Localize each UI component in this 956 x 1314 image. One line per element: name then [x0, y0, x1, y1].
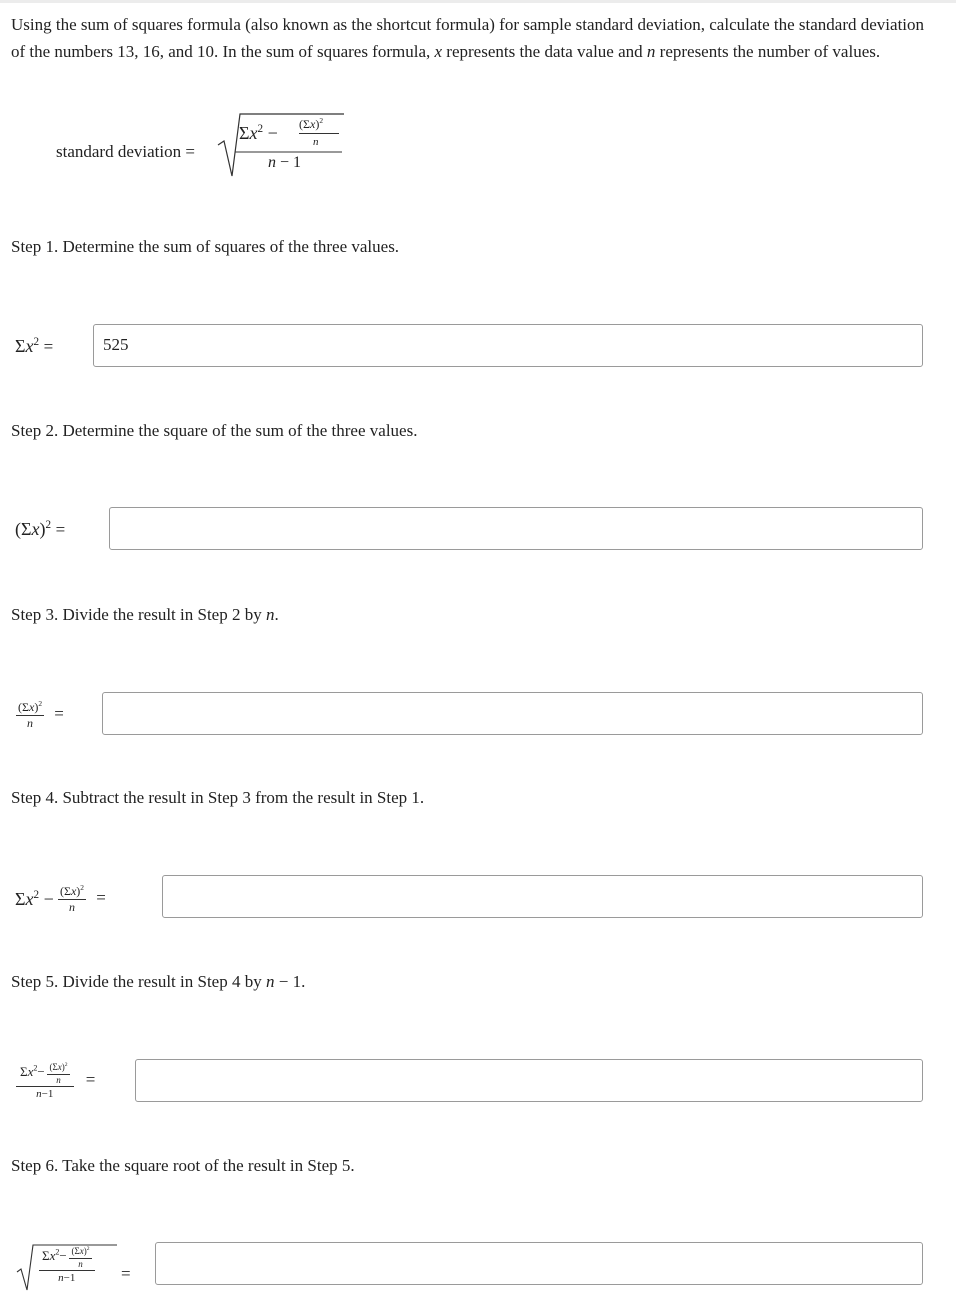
equals-sign: = — [55, 520, 66, 539]
var-n: n — [68, 900, 75, 915]
var-n: n — [78, 1258, 83, 1269]
rparen: ) — [39, 519, 46, 539]
step-2-lhs — [15, 519, 65, 540]
var-n: n — [268, 154, 276, 171]
lparen-sigma: (Σ — [18, 700, 29, 714]
equals-sign: = — [85, 1069, 96, 1089]
step-4-text: Step 4. Subtract the result in Step 3 from the result in Step 1. — [11, 788, 425, 807]
question-text — [11, 12, 936, 65]
step-3-var-n: n — [265, 605, 275, 624]
formula-label: standard deviation = — [56, 142, 195, 161]
formula-denominator — [268, 154, 301, 172]
rparen: ) — [61, 1062, 65, 1072]
inner-fraction-bar — [299, 133, 339, 134]
sum-of-squares-input[interactable]: 525 — [93, 324, 923, 367]
var-x: x — [249, 123, 258, 143]
lparen-sigma: (Σ — [15, 519, 32, 539]
exp-2: 2 — [33, 888, 40, 901]
divide-by-n-minus-1-input[interactable] — [135, 1059, 923, 1102]
minus-sign: − — [43, 888, 54, 909]
exp-2: 2 — [45, 519, 52, 531]
step-5-lhs — [16, 1062, 95, 1100]
equals-sign: = — [43, 337, 54, 356]
one: 1 — [293, 154, 302, 171]
fraction-over-n-minus-1 — [39, 1246, 95, 1284]
step-5-var-n: n — [265, 972, 275, 991]
formula-numerator — [239, 123, 278, 144]
intro-var-n: n — [646, 41, 656, 61]
var-x: x — [25, 888, 34, 909]
one: 1 — [47, 1087, 54, 1100]
sigma-symbol: Σ — [20, 1064, 28, 1080]
intro-var-x: x — [434, 41, 443, 61]
minus-sign: − — [267, 123, 278, 143]
intro-part2: represents the data value and — [446, 41, 643, 61]
lparen-sigma: (Σ — [59, 884, 71, 898]
top-divider — [0, 0, 956, 3]
rparen: ) — [315, 117, 320, 131]
minus-sign: − — [41, 1087, 48, 1100]
intro-part3: represents the number of values. — [659, 41, 881, 61]
step-3-text — [11, 605, 279, 625]
var-n: n — [56, 1074, 61, 1085]
step-4-lhs — [15, 884, 106, 914]
lparen-sigma: (Σ — [299, 117, 310, 131]
exp-2: 2 — [33, 1064, 38, 1074]
minus-sign: − — [280, 154, 290, 171]
sigma-symbol: Σ — [42, 1248, 50, 1264]
var-x: x — [70, 884, 77, 898]
rparen: ) — [83, 1246, 87, 1256]
equals-sign: = — [54, 704, 64, 724]
exp-2: 2 — [55, 1248, 60, 1258]
step-2-text: Step 2. Determine the square of the sum of the three values. — [11, 421, 418, 440]
var-x: x — [309, 117, 316, 131]
var-x: x — [25, 336, 34, 356]
fraction-sum-sq-over-n — [16, 700, 44, 730]
fraction-sum-sq-over-n — [58, 884, 86, 914]
equals-sign: = — [96, 888, 106, 908]
exp-2: 2 — [64, 1062, 68, 1068]
sigma-symbol: Σ — [15, 888, 26, 909]
fraction-over-n-minus-1 — [16, 1062, 74, 1100]
square-root-input[interactable] — [155, 1242, 923, 1285]
step-1-text: Step 1. Determine the sum of squares of the three values. — [11, 237, 400, 256]
minus-sign: − — [37, 1064, 45, 1080]
exp-2: 2 — [319, 116, 324, 125]
exp-2: 2 — [38, 699, 43, 708]
step-3-text-post: . — [274, 605, 279, 624]
exp-2: 2 — [80, 883, 84, 892]
var-x: x — [79, 1246, 84, 1256]
step-5-text — [11, 972, 305, 992]
minus-sign: − — [63, 1271, 70, 1284]
var-x: x — [31, 519, 40, 539]
square-of-sum-input[interactable] — [109, 507, 923, 550]
subtract-input[interactable] — [162, 875, 923, 918]
var-n: n — [58, 1271, 64, 1284]
inner-fraction — [69, 1246, 91, 1270]
sigma-symbol: Σ — [15, 336, 26, 356]
step-5-text-pre: Step 5. Divide the result in Step 4 by — [11, 972, 262, 991]
formula-inner-numerator — [299, 116, 323, 132]
rparen: ) — [34, 700, 39, 714]
inner-fraction — [47, 1062, 69, 1086]
var-x: x — [57, 1062, 62, 1072]
one: 1 — [69, 1271, 76, 1284]
step-1-lhs — [15, 336, 53, 357]
exp-2: 2 — [86, 1246, 90, 1252]
step-5-text-post: − 1. — [278, 972, 306, 991]
step-3-text-pre: Step 3. Divide the result in Step 2 by — [11, 605, 262, 624]
intro-part1: Using the sum of squares formula (also known as the shortcut formula) for sample standard deviation, calculate the standard deviation of the numbers 13, 16, and 10. In the sum of squares formula, — [11, 15, 925, 61]
var-x: x — [49, 1248, 56, 1264]
exp-2: 2 — [257, 123, 264, 135]
step-3-lhs — [16, 700, 64, 730]
minus-sign: − — [59, 1248, 67, 1264]
var-n: n — [27, 716, 34, 731]
exp-2: 2 — [33, 336, 40, 348]
equals-sign: = — [121, 1264, 131, 1283]
var-x: x — [28, 700, 35, 714]
sigma-symbol: Σ — [239, 123, 250, 143]
inner-denominator-n: n — [313, 136, 319, 148]
var-x: x — [27, 1064, 34, 1080]
rparen: ) — [76, 884, 81, 898]
var-n: n — [36, 1087, 42, 1100]
divide-by-n-input[interactable] — [102, 692, 923, 735]
lparen-sigma: (Σ — [71, 1246, 80, 1256]
lparen-sigma: (Σ — [49, 1062, 58, 1072]
step-6-text: Step 6. Take the square root of the result in Step 5. — [11, 1156, 355, 1175]
